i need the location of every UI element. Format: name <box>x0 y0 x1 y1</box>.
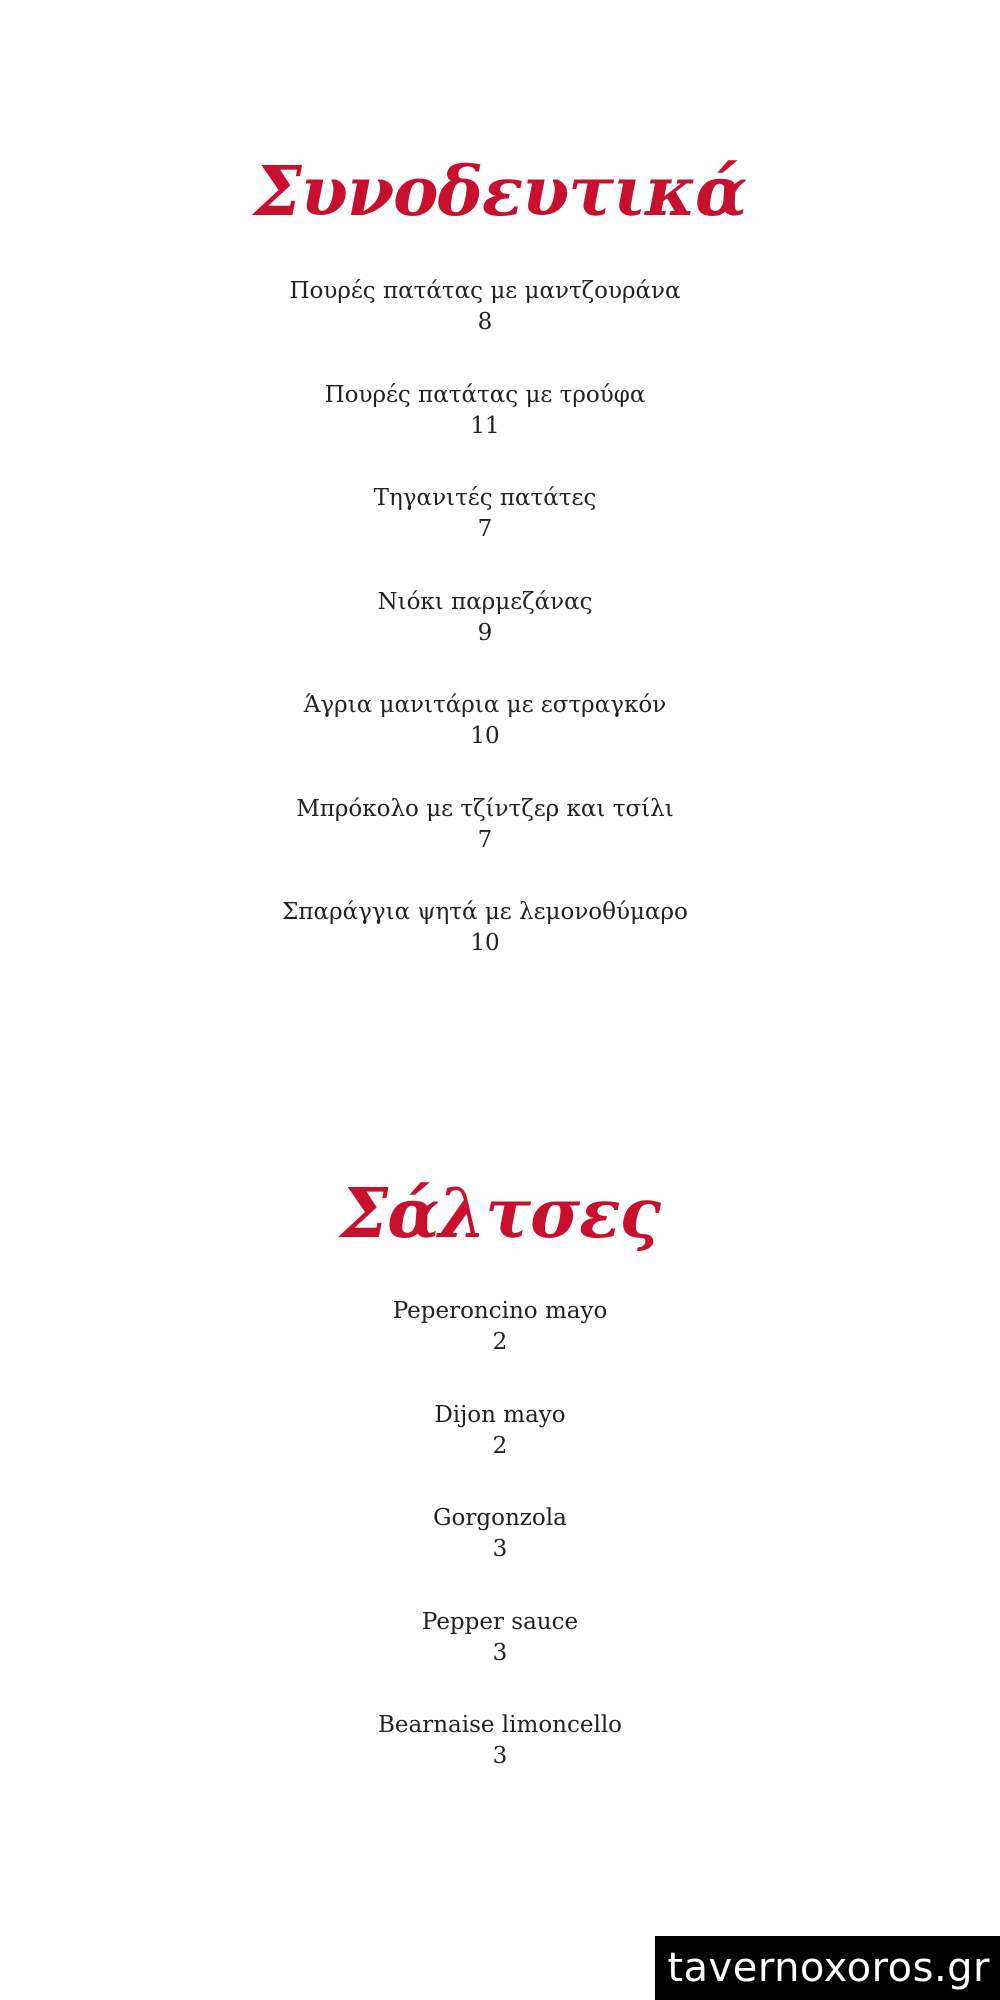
item-price: 3 <box>492 1639 508 1666</box>
item-price: 7 <box>477 516 493 542</box>
menu-item <box>0 587 1000 691</box>
item-price: 8 <box>477 309 493 335</box>
item-price: 7 <box>477 826 493 853</box>
menu-item <box>0 1607 1000 1711</box>
item-name: Σπαράγγια ψητά με λεμονοθύμαρο <box>282 899 688 925</box>
item-price: 11 <box>470 412 500 439</box>
menu-item <box>0 276 1000 380</box>
menu-item <box>0 690 1000 794</box>
item-price: 10 <box>470 723 500 749</box>
menu-item <box>0 794 1000 898</box>
menu-item <box>0 380 1000 484</box>
sides-title: Συνοδευτικά <box>253 152 747 232</box>
item-name: Νιόκι παρμεζάνας <box>377 588 593 615</box>
item-name: Dijon mayo <box>434 1401 566 1428</box>
menu-item <box>0 1400 1000 1504</box>
menu-item <box>0 1710 1000 1814</box>
item-price: 3 <box>492 1743 508 1769</box>
item-name: Πουρές πατάτας με μαντζουράνα <box>289 278 681 304</box>
item-name: Bearnaise limoncello <box>377 1712 623 1738</box>
item-price: 2 <box>492 1329 508 1355</box>
item-price: 9 <box>477 619 493 646</box>
menu-item <box>0 1296 1000 1400</box>
item-price: 2 <box>492 1432 508 1459</box>
sauces-list <box>0 1296 1000 1814</box>
item-name: Τηγανιτές πατάτες <box>373 485 597 511</box>
sauces-title: Σάλτσες <box>340 1174 660 1254</box>
item-name: Pepper sauce <box>421 1608 579 1635</box>
item-name: Peperoncino mayo <box>392 1298 608 1324</box>
item-name: Μπρόκολο με τζίντζερ και τσίλι <box>296 795 674 822</box>
item-price: 10 <box>470 930 500 956</box>
sauces-section <box>0 1174 1000 1814</box>
item-price: 3 <box>492 1536 508 1562</box>
item-name: Άγρια μανιτάρια με εστραγκόν <box>303 692 667 718</box>
menu-item <box>0 897 1000 1001</box>
menu-item <box>0 1503 1000 1607</box>
sides-section <box>0 152 1000 1001</box>
item-name: Πουρές πατάτας με τρούφα <box>324 381 646 408</box>
site-watermark: tavernoxoros.gr <box>655 1936 1000 2000</box>
item-name: Gorgonzola <box>433 1505 567 1531</box>
menu-item <box>0 483 1000 587</box>
sides-list <box>0 276 1000 1001</box>
